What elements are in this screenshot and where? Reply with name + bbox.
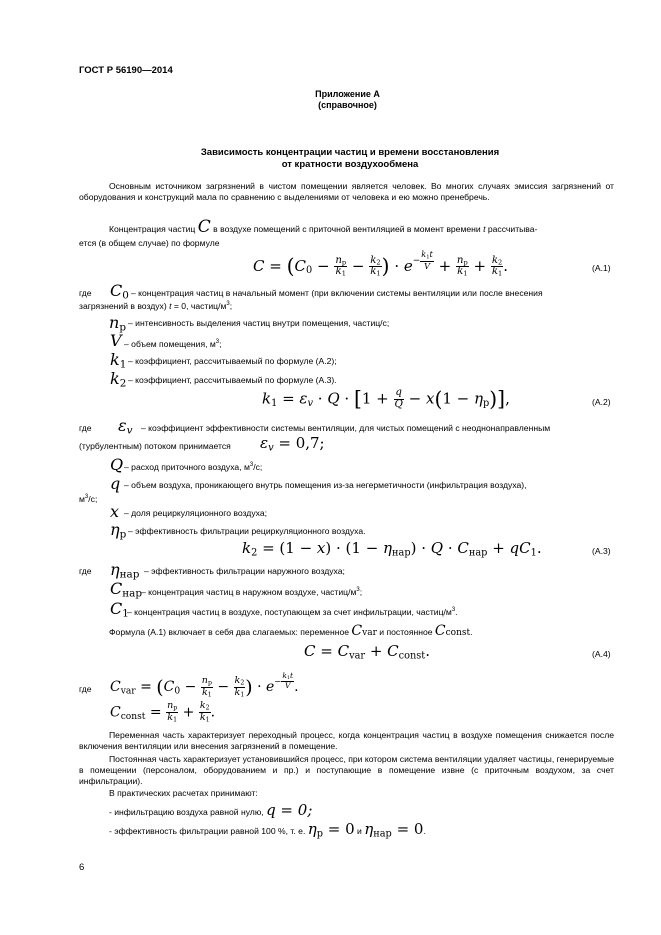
formula-a2: $k_1 = \varepsilon_v \cdot Q \cdot [1$ + $\frac{q}{Q}$ − $x(1 - \eta_p)$], <box>262 387 510 411</box>
def-np: – интенсивность выделения частиц внутри помещения, частиц/с; <box>128 318 390 328</box>
def-eta-p: – эффективность фильтрации рециркуляционного воздуха. <box>128 526 366 536</box>
formula-a1-split-text: Формула (A.1) включает в себя два слагаемых: переменное Cvar и постоянное Cconst. <box>109 623 473 639</box>
where-label-2: где <box>79 423 92 433</box>
page-number: 6 <box>79 862 85 873</box>
def-eta-nar: – эффективность фильтрации наружного воздуха; <box>144 566 345 576</box>
def-k1: – коэффициент, рассчитываемый по формуле (A.2); <box>128 356 337 366</box>
formula-a4: $C = C_{var} + C_{const}$. <box>304 642 430 662</box>
symbol-k2: $k_2$ <box>110 369 127 390</box>
practical-calc-line: В практических расчетах принимают: <box>109 788 258 798</box>
def-c0-line1: – концентрация частиц в начальный момент (при включении системы вентиляции или после внесения <box>131 288 543 298</box>
symbol-eta-p: $\eta_p$ <box>110 520 127 541</box>
def-epsilon-line1: – коэффициент эффективности системы вентиляции, для чистых помещений с неоднонаправленным <box>141 423 551 433</box>
symbol-c1: $C_1$ <box>110 599 129 620</box>
def-epsilon-line2: (турбулентным) потоком принимается <box>79 441 231 451</box>
def-q-capital: – расход приточного воздуха, $м^3/с$; <box>124 461 263 472</box>
section-heading-line2: от кратности воздухообмена <box>281 159 419 170</box>
def-c-nar: – концентрация частиц в наружном воздухе, частиц/$м^3$; <box>141 586 363 597</box>
formula-number-a3: (A.3) <box>592 546 611 556</box>
variable-part-paragraph: Переменная часть характеризует переходный процесс, когда концентрация частиц в воздухе помещения снижается после включения вентиляции или внесения загрязнений в помещение. <box>79 730 614 751</box>
formula-cconst: $C_{const}$ = $\frac{n_p}{k_1}$ + $\frac{k_2}{k_1}$ . <box>110 700 216 724</box>
def-k2: – коэффициент, рассчитываемый по формуле (A.3). <box>128 375 337 385</box>
symbol-eta-nar: $\eta_{нар}$ <box>110 560 140 581</box>
formula-number-a4: (A.4) <box>592 649 611 659</box>
def-c1: – концентрация частиц в воздухе, поступающем за счет инфильтрации, частиц/$м^3$. <box>127 606 458 617</box>
where-label-3: где <box>79 566 92 576</box>
def-q-line1: – объем воздуха, проникающего внутрь помещения из-за негерметичности (инфильтрация воздуха), <box>124 480 527 490</box>
intro-paragraph: Основным источником загрязнений в чистом помещении является человек. Во многих случаях эмиссия загрязнений от оборудования и конструкций мала по сравнению с выделениями от человека и ею можно пренебречь. <box>79 181 614 203</box>
symbol-c0: $C_0$ <box>110 281 129 302</box>
formula-a1: $C = (C_0$ − $\frac{n_p}{k_1}$ − $\frac{k_2}{k_1}$ ) · $e^{- \frac{k_1t}{V}}$ + $\frac{n_p}{k_1}$ + $\frac{k_2}{k_1}$ . <box>253 249 509 279</box>
formula-a3: $k_2 = (1 - x) \cdot (1 - \eta_{нар}) \cdot Q \cdot C_{нар} + qC_1$. <box>242 539 542 559</box>
symbol-q-capital: Q <box>110 455 124 474</box>
formula-cvar: $C_{var} = (C_0$ − $\frac{n_p}{k_1}$ − $\frac{k_2}{k_1}$ ) · $e^{- \frac{k_1t}{V}}$ . <box>110 671 299 699</box>
formula-number-a2: (A.2) <box>592 397 611 407</box>
symbol-k1: $k_1$ <box>110 350 127 371</box>
concentration-intro-line2: ется (в общем случае) по формуле <box>79 238 220 248</box>
annex-type: (справочное) <box>318 100 377 110</box>
epsilon-value: $\varepsilon_v = 0,7$; <box>260 434 325 454</box>
section-heading-line1: Зависимость концентрации частиц и времени восстановления <box>200 147 500 158</box>
bullet-filtration: - эффективность фильтрации равной 100 %, т. е. $\eta_p = 0$ и $\eta_{нар} = 0$. <box>109 820 426 840</box>
symbol-x: x <box>110 502 120 521</box>
where-label-4: где <box>79 684 92 694</box>
concentration-intro-line1: Концентрация частиц C в воздухе помещений с приточной вентиляцией в момент времени t рассчитыва- <box>109 217 538 237</box>
annex-title: Приложение А <box>315 89 380 99</box>
symbol-q: q <box>110 474 121 493</box>
formula-number-a1: (A.1) <box>592 263 611 273</box>
def-v: – объем помещения, $м^3$; <box>124 338 222 349</box>
def-c0-line2: загрязнений в воздух) t = 0, частиц/$м^3$; <box>79 300 233 311</box>
symbol-np: $n_p$ <box>109 313 126 334</box>
symbol-v: V <box>110 331 122 350</box>
def-x: – доля рециркуляционного воздуха; <box>124 508 267 518</box>
constant-part-paragraph: Постоянная часть характеризует установившийся процесс, при котором система вентиляции удаляет частицы, генерируемые в помещении (персоналом, оборудованием и пр.) и поступающие в помещение извне (с приточным воздухом, за счет инфильтрации). <box>79 754 614 786</box>
standard-number: ГОСТ Р 56190—2014 <box>79 65 173 76</box>
symbol-c-nar: $C_{нар}$ <box>110 579 143 600</box>
where-label-1: где <box>79 288 92 298</box>
bullet-infiltration: - инфильтрацию воздуха равной нулю, q = 0; <box>109 801 313 819</box>
def-q-line2: $м^3/с$; <box>79 493 98 504</box>
symbol-epsilon-v: $\varepsilon_v$ <box>118 416 133 437</box>
